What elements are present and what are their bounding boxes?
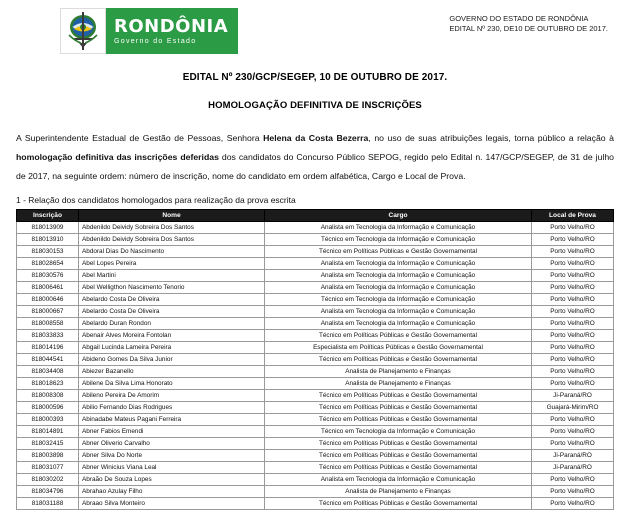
cell-inscricao: 818014891 [17,426,79,438]
paragraph-part-1: A Superintendente Estadual de Gestão de Pessoas, Senhora [16,133,264,143]
cell-local: Porto Velho/RO [532,306,614,318]
cell-cargo: Analista de Planejamento e Finanças [265,378,532,390]
cell-nome: Abelardo Duran Rondon [79,318,265,330]
cell-local: Porto Velho/RO [532,474,614,486]
table-row [17,234,614,246]
table-body [17,222,614,510]
cell-cargo: Especialista em Políticas Públicas e Gestão Governamental [265,342,532,354]
gov-line-1: GOVERNO DO ESTADO DE RONDÔNIA [449,14,589,23]
logo-subtitle: Governo do Estado [114,37,197,45]
cell-nome: Abinadabe Mateus Pagani Ferreira [79,414,265,426]
cell-local: Porto Velho/RO [532,318,614,330]
cell-inscricao: 818030153 [17,246,79,258]
table-row [17,378,614,390]
cell-local: Porto Velho/RO [532,378,614,390]
gov-line-2: EDITAL Nº 230, DE10 DE OUTUBRO DE 2017. [449,24,608,33]
cell-inscricao: 818003898 [17,450,79,462]
cell-local: Ji-Paraná/RO [532,450,614,462]
table-row [17,246,614,258]
cell-nome: Abiezer Bazanello [79,366,265,378]
cell-local: Porto Velho/RO [532,438,614,450]
cell-local: Porto Velho/RO [532,354,614,366]
cell-local: Porto Velho/RO [532,486,614,498]
cell-nome: Abraão De Souza Lopes [79,474,265,486]
cell-inscricao: 818008558 [17,318,79,330]
table-header-row [17,210,614,222]
cell-cargo: Analista em Tecnologia da Informação e Comunicação [265,306,532,318]
paragraph-part-2: , no uso de suas atribuições legais, torna público a relação à [368,133,615,143]
column-header-local: Local de Prova [532,210,614,222]
cell-cargo: Técnico em Políticas Públicas e Gestão Governamental [265,390,532,402]
table-row [17,258,614,270]
cell-inscricao: 818013910 [17,234,79,246]
cell-inscricao: 818000667 [17,306,79,318]
cell-inscricao: 818033833 [17,330,79,342]
cell-local: Porto Velho/RO [532,366,614,378]
cell-local: Ji-Paraná/RO [532,462,614,474]
intro-paragraph [16,129,614,186]
cell-inscricao: 818034796 [17,486,79,498]
cell-cargo: Técnico em Tecnologia da Informação e Comunicação [265,294,532,306]
cell-nome: Abdoral Dias Do Nascimento [79,246,265,258]
table-row [17,306,614,318]
cell-local: Porto Velho/RO [532,246,614,258]
cell-cargo: Técnico em Políticas Públicas e Gestão Governamental [265,246,532,258]
table-row [17,270,614,282]
cell-nome: Abner Fabios Emendi [79,426,265,438]
cell-nome: Abileno Pereira De Amorim [79,390,265,402]
cell-nome: Abdenildo Deividy Sobreira Dos Santos [79,222,265,234]
rondonia-state-seal-icon [60,8,106,54]
logo-text-block [106,8,238,54]
page-subtitle: HOMOLOGAÇÃO DEFINITIVA DE INSCRIÇÕES [208,100,422,111]
table-row [17,342,614,354]
rondonia-logo [60,8,238,54]
cell-cargo: Técnico em Políticas Públicas e Gestão Governamental [265,402,532,414]
logo-title: RONDÔNIA [114,15,229,37]
table-row [17,462,614,474]
table-row [17,450,614,462]
cell-inscricao: 818000393 [17,414,79,426]
cell-nome: Abenair Alves Moreira Fontolan [79,330,265,342]
cell-cargo: Analista em Tecnologia da Informação e Comunicação [265,222,532,234]
cell-cargo: Técnico em Políticas Públicas e Gestão Governamental [265,414,532,426]
cell-local: Porto Velho/RO [532,330,614,342]
table-row [17,474,614,486]
cell-cargo: Analista de Planejamento e Finanças [265,366,532,378]
cell-nome: Abel Martini [79,270,265,282]
table-row [17,414,614,426]
cell-local: Ji-Paraná/RO [532,390,614,402]
cell-nome: Abrahao Azulay Filho [79,486,265,498]
cell-cargo: Técnico em Políticas Públicas e Gestão Governamental [265,498,532,510]
table-row [17,402,614,414]
cell-nome: Abner Winicius Viana Leal [79,462,265,474]
cell-nome: Abelardo Costa De Oliveira [79,306,265,318]
table-row [17,282,614,294]
cell-inscricao: 818028654 [17,258,79,270]
cell-local: Porto Velho/RO [532,426,614,438]
table-row [17,498,614,510]
table-row [17,222,614,234]
cell-cargo: Analista em Tecnologia da Informação e Comunicação [265,258,532,270]
cell-inscricao: 818030202 [17,474,79,486]
cell-nome: Abdenildo Deividy Sobreira Dos Santos [79,234,265,246]
cell-inscricao: 818000596 [17,402,79,414]
cell-nome: Abelardo Costa De Oliveira [79,294,265,306]
cell-cargo: Analista em Tecnologia da Informação e Comunicação [265,282,532,294]
cell-nome: Abel Welligthon Nascimento Tenorio [79,282,265,294]
cell-cargo: Técnico em Políticas Públicas e Gestão Governamental [265,438,532,450]
candidates-table-wrapper [16,209,614,510]
table-row [17,426,614,438]
table-row [17,330,614,342]
cell-cargo: Técnico em Políticas Públicas e Gestão Governamental [265,354,532,366]
paragraph-part-3: dos candidatos do Concurso Público SEPOG, regido pelo Edital n. 147/GCP/SEGEP, de 31 de julho de 2017, na seguinte ordem: número de inscrição, nome do candidato em ordem alfabética, Cargo e Local de Prova. [16,152,614,181]
cell-inscricao: 818034408 [17,366,79,378]
column-header-nome: Nome [79,210,265,222]
table-row [17,366,614,378]
cell-inscricao: 818008308 [17,390,79,402]
cell-local: Porto Velho/RO [532,234,614,246]
cell-cargo: Técnico em Tecnologia da Informação e Comunicação [265,234,532,246]
cell-local: Porto Velho/RO [532,342,614,354]
cell-cargo: Analista em Tecnologia da Informação e Comunicação [265,318,532,330]
cell-inscricao: 818031077 [17,462,79,474]
cell-cargo: Técnico em Tecnologia da Informação e Comunicação [265,426,532,438]
cell-local: Porto Velho/RO [532,498,614,510]
cell-nome: Abilio Fernando Dias Rodrigues [79,402,265,414]
page-header [0,0,630,62]
cell-cargo: Técnico em Políticas Públicas e Gestão Governamental [265,462,532,474]
section-heading: 1 - Relação dos candidatos homologados para realização da prova escrita [16,195,296,205]
cell-inscricao: 818000646 [17,294,79,306]
cell-cargo: Analista em Tecnologia da Informação e Comunicação [265,474,532,486]
table-row [17,438,614,450]
cell-inscricao: 818006461 [17,282,79,294]
cell-inscricao: 818018623 [17,378,79,390]
table-row [17,486,614,498]
cell-local: Guajará-Mirim/RO [532,402,614,414]
cell-local: Porto Velho/RO [532,258,614,270]
column-header-inscricao: Inscrição [17,210,79,222]
table-row [17,354,614,366]
homologation-emphasis: homologação definitiva das inscrições deferidas [16,152,219,162]
cell-nome: Abilene Da Silva Lima Honorato [79,378,265,390]
cell-nome: Abideno Gomes Da Silva Junior [79,354,265,366]
cell-inscricao: 818013909 [17,222,79,234]
cell-local: Porto Velho/RO [532,282,614,294]
cell-inscricao: 818031188 [17,498,79,510]
cell-local: Porto Velho/RO [532,294,614,306]
cell-local: Porto Velho/RO [532,222,614,234]
cell-nome: Abraao Silva Monteiro [79,498,265,510]
column-header-cargo: Cargo [265,210,532,222]
cell-local: Porto Velho/RO [532,270,614,282]
cell-cargo: Analista de Planejamento e Finanças [265,486,532,498]
page-title: EDITAL Nº 230/GCP/SEGEP, 10 DE OUTUBRO DE 2017. [182,72,448,83]
cell-inscricao: 818014196 [17,342,79,354]
table-row [17,294,614,306]
cell-nome: Abner Oliverio Carvalho [79,438,265,450]
cell-inscricao: 818044541 [17,354,79,366]
cell-nome: Abel Lopes Pereira [79,258,265,270]
cell-cargo: Analista em Tecnologia da Informação e Comunicação [265,270,532,282]
cell-cargo: Técnico em Políticas Públicas e Gestão Governamental [265,450,532,462]
table-row [17,318,614,330]
cell-cargo: Técnico em Políticas Públicas e Gestão Governamental [265,330,532,342]
cell-inscricao: 818030576 [17,270,79,282]
cell-local: Porto Velho/RO [532,414,614,426]
cell-inscricao: 818032415 [17,438,79,450]
superintendent-name: Helena da Costa Bezerra [263,133,369,143]
cell-nome: Abner Silva Do Norte [79,450,265,462]
cell-nome: Abgail Lucinda Lameira Pereira [79,342,265,354]
table-row [17,390,614,402]
candidates-table [16,209,614,510]
government-header-text [449,8,608,34]
